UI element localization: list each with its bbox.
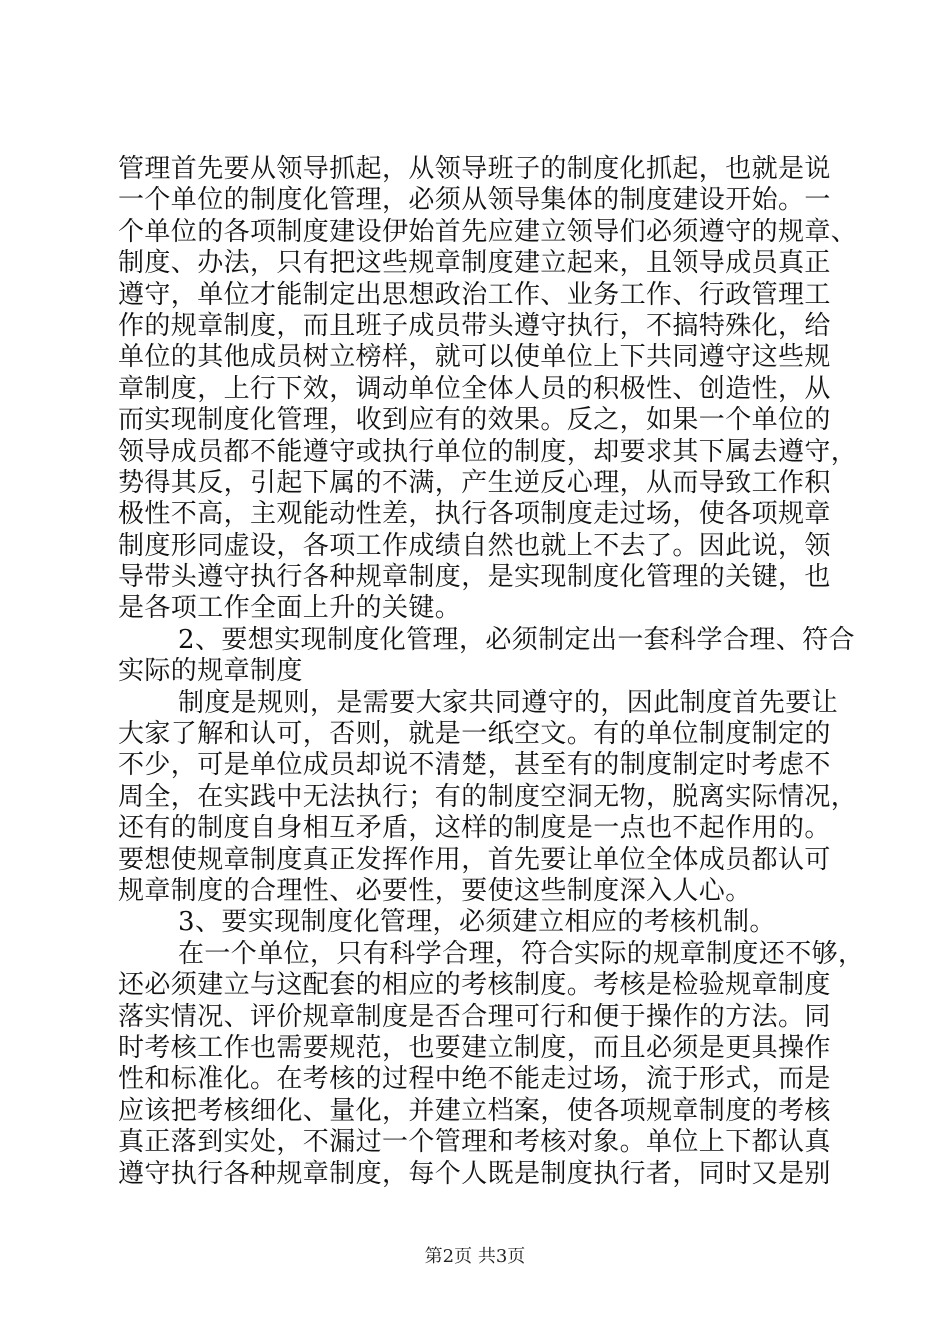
text-line: 领导成员都不能遵守或执行单位的制度，却要求其下属去遵守， bbox=[118, 436, 858, 467]
text-line: 不少，可是单位成员却说不清楚，甚至有的制度制定时考虑不 bbox=[118, 750, 831, 781]
text-line: 规章制度的合理性、必要性，要使这些制度深入人心。 bbox=[118, 875, 752, 906]
text-line: 势得其反，引起下属的不满，产生逆反心理，从而导致工作积 bbox=[118, 467, 831, 498]
text-line: 管理首先要从领导抓起，从领导班子的制度化抓起，也就是说 bbox=[118, 154, 831, 184]
text-line: 落实情况、评价规章制度是否合理可行和便于操作的方法。同 bbox=[118, 1001, 831, 1032]
text-line: 2、要想实现制度化管理，必须制定出一套科学合理、符合 bbox=[178, 624, 855, 655]
text-line: 制度形同虚设，各项工作成绩自然也就上不去了。因此说，领 bbox=[118, 530, 831, 561]
text-line: 章制度，上行下效，调动单位全体人员的积极性、创造性，从 bbox=[118, 373, 831, 404]
text-line: 遵守，单位才能制定出思想政治工作、业务工作、行政管理工 bbox=[118, 279, 831, 310]
text-line: 在一个单位，只有科学合理，符合实际的规章制度还不够， bbox=[178, 938, 865, 969]
text-line: 制度、办法，只有把这些规章制度建立起来，且领导成员真正 bbox=[118, 248, 831, 279]
text-line: 制度是规则，是需要大家共同遵守的，因此制度首先要让 bbox=[178, 687, 839, 718]
text-line: 要想使规章制度真正发挥作用，首先要让单位全体成员都认可 bbox=[118, 844, 831, 875]
text-line: 应该把考核细化、量化，并建立档案，使各项规章制度的考核 bbox=[118, 1095, 831, 1126]
page-footer bbox=[0, 1245, 950, 1269]
text-line: 单位的其他成员树立榜样，就可以使单位上下共同遵守这些规 bbox=[118, 342, 831, 373]
page-number-label: 第2页 共3页 bbox=[424, 1246, 526, 1267]
text-line: 还有的制度自身相互矛盾，这样的制度是一点也不起作用的。 bbox=[118, 813, 831, 844]
text-line: 真正落到实处，不漏过一个管理和考核对象。单位上下都认真 bbox=[118, 1127, 831, 1158]
document-body bbox=[118, 154, 865, 1190]
text-line: 个单位的各项制度建设伊始首先应建立领导们必须遵守的规章、 bbox=[118, 216, 858, 247]
text-line: 作的规章制度，而且班子成员带头遵守执行，不搞特殊化，给 bbox=[118, 310, 831, 341]
text-line: 性和标准化。在考核的过程中绝不能走过场，流于形式，而是 bbox=[118, 1064, 831, 1095]
text-line: 极性不高，主观能动性差，执行各项制度走过场，使各项规章 bbox=[118, 499, 831, 530]
text-line: 时考核工作也需要规范，也要建立制度，而且必须是更具操作 bbox=[118, 1032, 831, 1063]
text-line: 是各项工作全面上升的关键。 bbox=[118, 593, 462, 624]
text-line: 一个单位的制度化管理，必须从领导集体的制度建设开始。一 bbox=[118, 185, 831, 216]
text-line: 大家了解和认可，否则，就是一纸空文。有的单位制度制定的 bbox=[118, 719, 831, 750]
text-line: 导带头遵守执行各种规章制度，是实现制度化管理的关键，也 bbox=[118, 562, 831, 593]
text-line: 而实现制度化管理，收到应有的效果。反之，如果一个单位的 bbox=[118, 405, 831, 436]
text-line: 周全，在实践中无法执行；有的制度空洞无物，脱离实际情况， bbox=[118, 781, 858, 812]
text-line: 实际的规章制度 bbox=[118, 656, 303, 687]
text-line: 3、要实现制度化管理，必须建立相应的考核机制。 bbox=[178, 907, 776, 938]
text-line: 遵守执行各种规章制度，每个人既是制度执行者，同时又是别 bbox=[118, 1158, 831, 1189]
text-line: 还必须建立与这配套的相应的考核制度。考核是检验规章制度 bbox=[118, 970, 831, 1001]
